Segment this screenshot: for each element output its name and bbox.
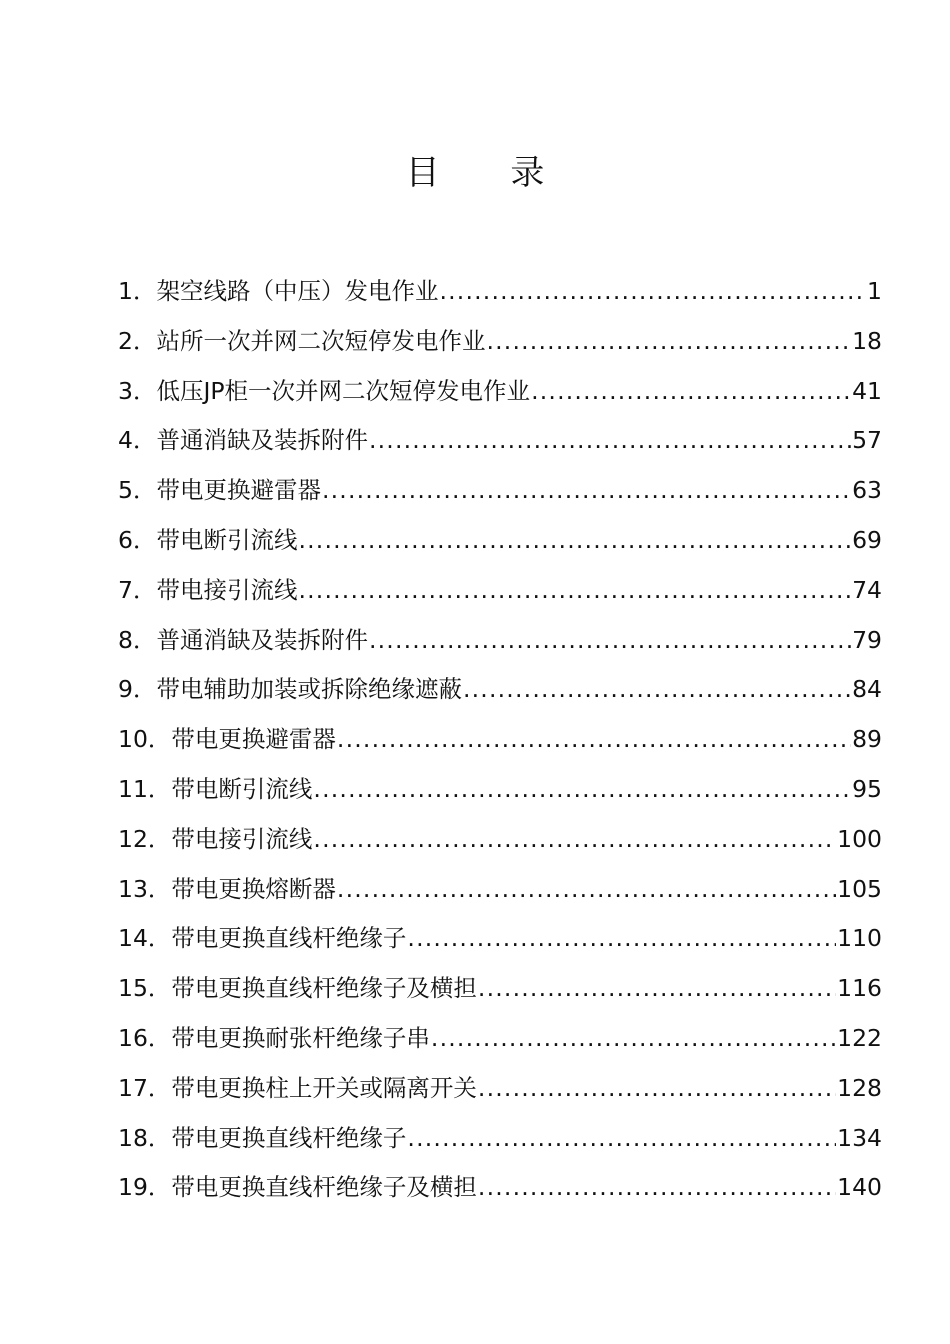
toc-entry-page: 95 [852, 774, 882, 803]
toc-entry-label [118, 1121, 406, 1155]
dot-leader [298, 523, 851, 557]
toc-entry-text: 带电更换避雷器 [171, 725, 336, 754]
toc-entry-number: 12． [118, 824, 172, 853]
dot-leader [313, 822, 836, 856]
toc-entry-number: 2． [118, 326, 157, 355]
toc-entry-number: 4． [118, 426, 157, 455]
toc-entry-number: 16． [118, 1023, 172, 1052]
toc-entry[interactable] [118, 822, 882, 872]
toc-entry-number: 9． [118, 675, 157, 704]
toc-entry-text: 带电更换直线杆绝缘子 [171, 1123, 407, 1152]
toc-entry-text: 带电辅助加装或拆除绝缘遮蔽 [156, 675, 462, 704]
toc-entry-page: 74 [852, 575, 882, 604]
toc-entry-number: 14． [118, 924, 172, 953]
toc-entry-label [118, 921, 406, 955]
toc-entry-text: 带电接引流线 [171, 824, 313, 853]
toc-entry[interactable] [118, 921, 882, 971]
toc-entry[interactable] [118, 523, 882, 573]
toc-entry-text: 带电更换柱上开关或隔离开关 [171, 1073, 477, 1102]
toc-entry[interactable] [118, 872, 882, 922]
toc-entry[interactable] [118, 1170, 882, 1220]
toc-entry-text: 带电断引流线 [156, 525, 298, 554]
toc-entry-page: 116 [837, 974, 882, 1003]
toc-entry-number: 15． [118, 974, 172, 1003]
toc-entry-text: 带电更换直线杆绝缘子及横担 [171, 974, 477, 1003]
toc-entry-label [118, 872, 336, 906]
toc-entry-number: 7． [118, 575, 157, 604]
toc-title: 目 录 [405, 153, 575, 193]
toc-entry-page: 89 [852, 725, 882, 754]
dot-leader [337, 872, 836, 906]
toc-entry-label [118, 1170, 477, 1204]
toc-entry-page: 100 [837, 824, 882, 853]
toc-entry-label [118, 722, 336, 756]
toc-entry-text: 普通消缺及装拆附件 [156, 625, 368, 654]
toc-entry-label [118, 623, 368, 657]
toc-entry-label [118, 1071, 477, 1105]
toc-entry-text: 带电更换耐张杆绝缘子串 [171, 1023, 430, 1052]
dot-leader [313, 772, 851, 806]
dot-leader [478, 1170, 836, 1204]
toc-entry-number: 17． [118, 1073, 172, 1102]
toc-entry-text: 带电更换熔断器 [171, 874, 336, 903]
toc-entry-page: 122 [837, 1023, 882, 1052]
toc-entry[interactable] [118, 722, 882, 772]
dot-leader [478, 971, 836, 1005]
toc-entry-page: 63 [852, 476, 882, 505]
dot-leader [431, 1021, 836, 1055]
toc-entry[interactable] [118, 672, 882, 722]
toc-entry-page: 128 [837, 1073, 882, 1102]
toc-entry-text: 带电更换避雷器 [156, 476, 321, 505]
toc-entry[interactable] [118, 1121, 882, 1171]
toc-entry-page: 69 [852, 525, 882, 554]
toc-entry-number: 19． [118, 1173, 172, 1202]
toc-entry-number: 6． [118, 525, 157, 554]
toc-entry-page: 110 [837, 924, 882, 953]
toc-entry[interactable] [118, 573, 882, 623]
dot-leader [407, 921, 836, 955]
toc-entry-page: 18 [852, 326, 882, 355]
toc-entry-text: 带电更换直线杆绝缘子及横担 [171, 1173, 477, 1202]
toc-entry-page: 57 [852, 426, 882, 455]
toc-entry[interactable] [118, 324, 882, 374]
toc-entry-text: 架空线路（中压）发电作业 [156, 277, 439, 305]
dot-leader [531, 374, 851, 408]
toc-entry-number: 3． [118, 376, 157, 405]
toc-entry-label [118, 423, 368, 457]
toc-entry[interactable] [118, 971, 882, 1021]
toc-entry[interactable] [118, 423, 882, 473]
toc-entry[interactable] [118, 623, 882, 673]
toc-entry-number: 11． [118, 774, 172, 803]
toc-entry-label [118, 672, 462, 706]
toc-entry[interactable] [118, 274, 882, 324]
toc-entry-label [118, 573, 297, 607]
toc-entry-text: 带电更换直线杆绝缘子 [171, 924, 407, 953]
dot-leader [486, 324, 851, 358]
toc-entry-number: 1． [118, 277, 157, 305]
dot-leader [369, 423, 851, 457]
toc-entry[interactable] [118, 1071, 882, 1121]
toc-entry-label [118, 374, 530, 408]
toc-entry-label [118, 822, 312, 856]
toc-entry-page: 1 [867, 277, 882, 305]
toc-entry-page: 79 [852, 625, 882, 654]
toc-entry-number: 10． [118, 725, 172, 754]
toc-entry[interactable] [118, 772, 882, 822]
toc-entry-label [118, 971, 477, 1005]
dot-leader [463, 672, 851, 706]
toc-entry-label [118, 523, 297, 557]
toc-entry-page: 140 [837, 1173, 882, 1202]
toc-entry-page: 84 [852, 675, 882, 704]
dot-leader [439, 274, 866, 308]
toc-entry-page: 41 [852, 376, 882, 405]
toc-entry-label [118, 1021, 430, 1055]
toc-entry[interactable] [118, 374, 882, 424]
toc-entry-label [118, 772, 312, 806]
toc-entry-text: 低压JP柜一次并网二次短停发电作业 [156, 376, 531, 405]
dot-leader [478, 1071, 836, 1105]
toc-entry-text: 带电接引流线 [156, 575, 298, 604]
table-of-contents [118, 274, 882, 1220]
dot-leader [369, 623, 851, 657]
toc-entry-label [118, 274, 438, 308]
toc-entry-page: 105 [837, 874, 882, 903]
dot-leader [322, 473, 851, 507]
toc-entry-text: 带电断引流线 [171, 774, 313, 803]
toc-entry-page: 134 [837, 1123, 882, 1152]
toc-entry-label [118, 324, 485, 358]
toc-entry-number: 18． [118, 1123, 172, 1152]
dot-leader [298, 573, 851, 607]
toc-entry-number: 13． [118, 874, 172, 903]
toc-entry-text: 站所一次并网二次短停发电作业 [156, 326, 486, 355]
toc-entry[interactable] [118, 1021, 882, 1071]
dot-leader [337, 722, 851, 756]
toc-entry-number: 5． [118, 476, 157, 505]
dot-leader [407, 1121, 836, 1155]
toc-entry-text: 普通消缺及装拆附件 [156, 426, 368, 455]
toc-entry-label [118, 473, 321, 507]
toc-entry-number: 8． [118, 625, 157, 654]
toc-entry[interactable] [118, 473, 882, 523]
